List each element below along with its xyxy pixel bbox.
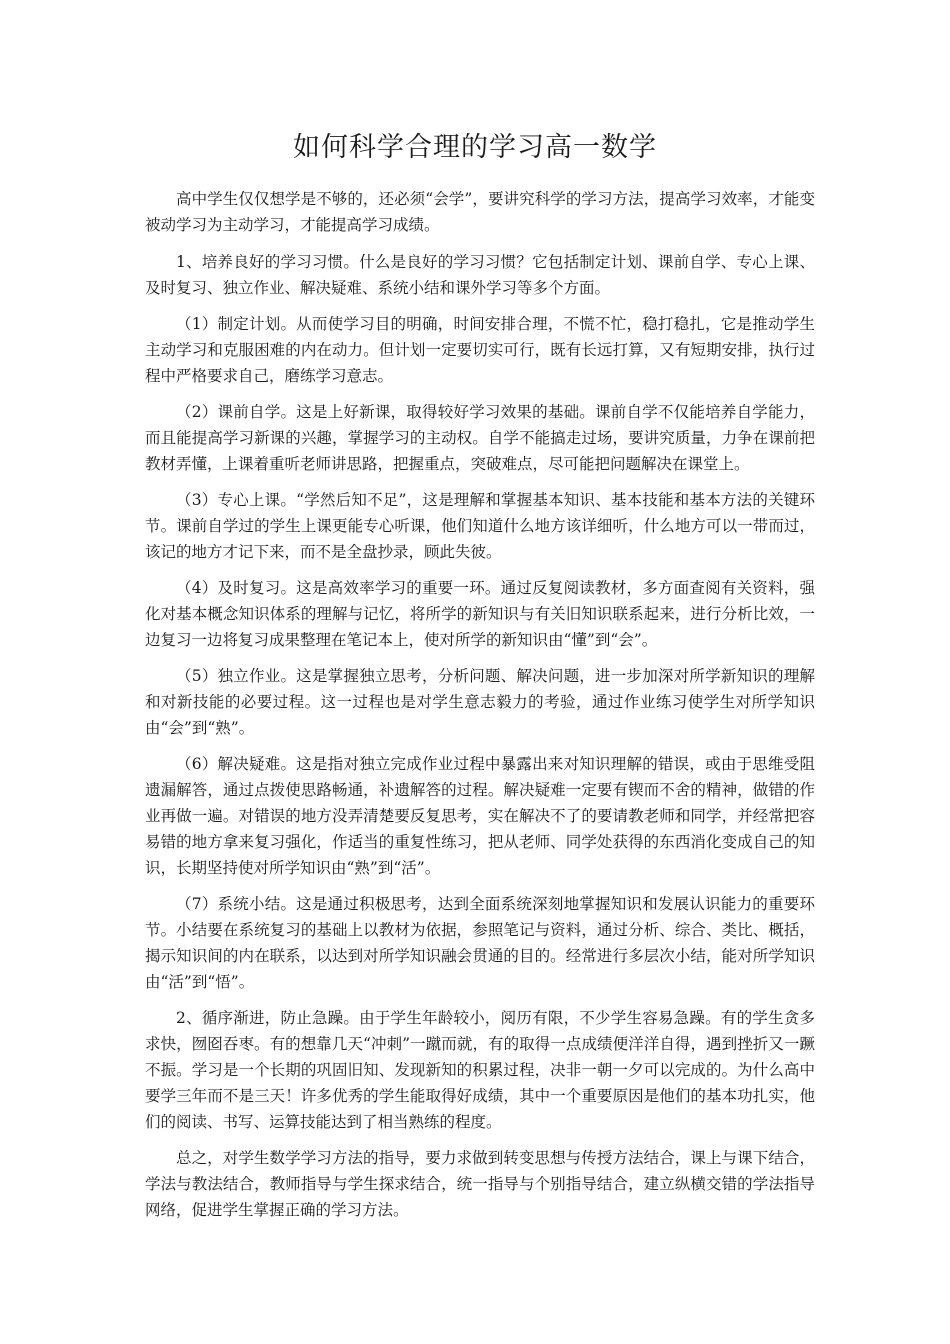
paragraph-conclusion: 总之，对学生数学学习方法的指导，要力求做到转变思想与传授方法结合，课上与课下结合，学法与教法结合，教师指导与学生探求结合，统一指导与个别指导结合，建立纵横交错的学法指导网络，促进学生掌握正确的学习方法。 [145,1149,815,1219]
document-title: 如何科学合理的学习高一数学 [293,132,657,163]
paragraph-step-by-step: 2、循序渐进，防止急躁。由于学生年龄较小，阅历有限，不少学生容易急躁。有的学生贪多求快，囫囵吞枣。有的想靠几天“冲刺”一蹴而就，有的取得一点成绩便洋洋自得，遇到挫折又一蹶不振。学习是一个长期的巩固旧知、发现新知的积累过程，决非一朝一夕可以完成的。为什么高中要学三年而不是三天！许多优秀的学生能取得好成绩，其中一个重要原因是他们的基本功扎实，他们的阅读、书写、运算技能达到了相当熟练的程度。 [145,1009,815,1131]
paragraph-summary: （7）系统小结。这是通过积极思考，达到全面系统深刻地掌握知识和发展认识能力的重要环节。小结要在系统复习的基础上以教材为依据，参照笔记与资料，通过分析、综合、类比、概括，揭示知识间的内在联系，以达到对所学知识融会贯通的目的。经常进行多层次小结，能对所学知识由“活”到“悟”。 [145,895,815,991]
paragraph-review: （4）及时复习。这是高效率学习的重要一环。通过反复阅读教材，多方面查阅有关资料，强化对基本概念知识体系的理解与记忆，将所学的新知识与有关旧知识联系起来，进行分析比效，一边复习一边将复习成果整理在笔记本上，使对所学的新知识由“懂”到“会”。 [145,579,815,649]
paragraph-intro: 高中学生仅仅想学是不够的，还必须“会学”，要讲究科学的学习方法，提高学习效率，才能变被动学习为主动学习，才能提高学习成绩。 [145,190,815,234]
paragraph-resolve-doubts: （6）解决疑难。这是指对独立完成作业过程中暴露出来对知识理解的错误，或由于思维受阻遗漏解答，通过点拨使思路畅通，补遗解答的过程。解决疑难一定要有锲而不舍的精神，做错的作业再做一遍。对错误的地方没弄清楚要反复思考，实在解决不了的要请教老师和同学，并经常把容易错的地方拿来复习强化，作适当的重复性练习，把从老师、同学处获得的东西消化变成自己的知识，长期坚持使对所学知识由“熟”到“活”。 [145,755,815,877]
paragraph-habits: 1、培养良好的学习习惯。什么是良好的学习习惯？它包括制定计划、课前自学、专心上课、及时复习、独立作业、解决疑难、系统小结和课外学习等多个方面。 [145,253,815,297]
paragraph-preview: （2）课前自学。这是上好新课，取得较好学习效果的基础。课前自学不仅能培养自学能力，而且能提高学习新课的兴趣，掌握学习的主动权。自学不能搞走过场，要讲究质量，力争在课前把教材弄懂，上课着重听老师讲思路，把握重点，突破难点，尽可能把问题解决在课堂上。 [145,403,815,473]
paragraph-attend-class: （3）专心上课。“学然后知不足”，这是理解和掌握基本知识、基本技能和基本方法的关键环节。课前自学过的学生上课更能专心听课，他们知道什么地方该详细听，什么地方可以一带而过，该记的地方才记下来，而不是全盘抄录，顾此失彼。 [145,491,815,561]
document-body [145,186,815,1233]
paragraph-homework: （5）独立作业。这是掌握独立思考，分析问题、解决问题，进一步加深对所学新知识的理解和对新技能的必要过程。这一过程也是对学生意志毅力的考验，通过作业练习使学生对所学知识由“会”到“熟”。 [145,667,815,737]
paragraph-plan: （1）制定计划。从而使学习目的明确，时间安排合理，不慌不忙，稳打稳扎，它是推动学生主动学习和克服困难的内在动力。但计划一定要切实可行，既有长远打算，又有短期安排，执行过程中严格要求自己，磨练学习意志。 [145,315,815,385]
